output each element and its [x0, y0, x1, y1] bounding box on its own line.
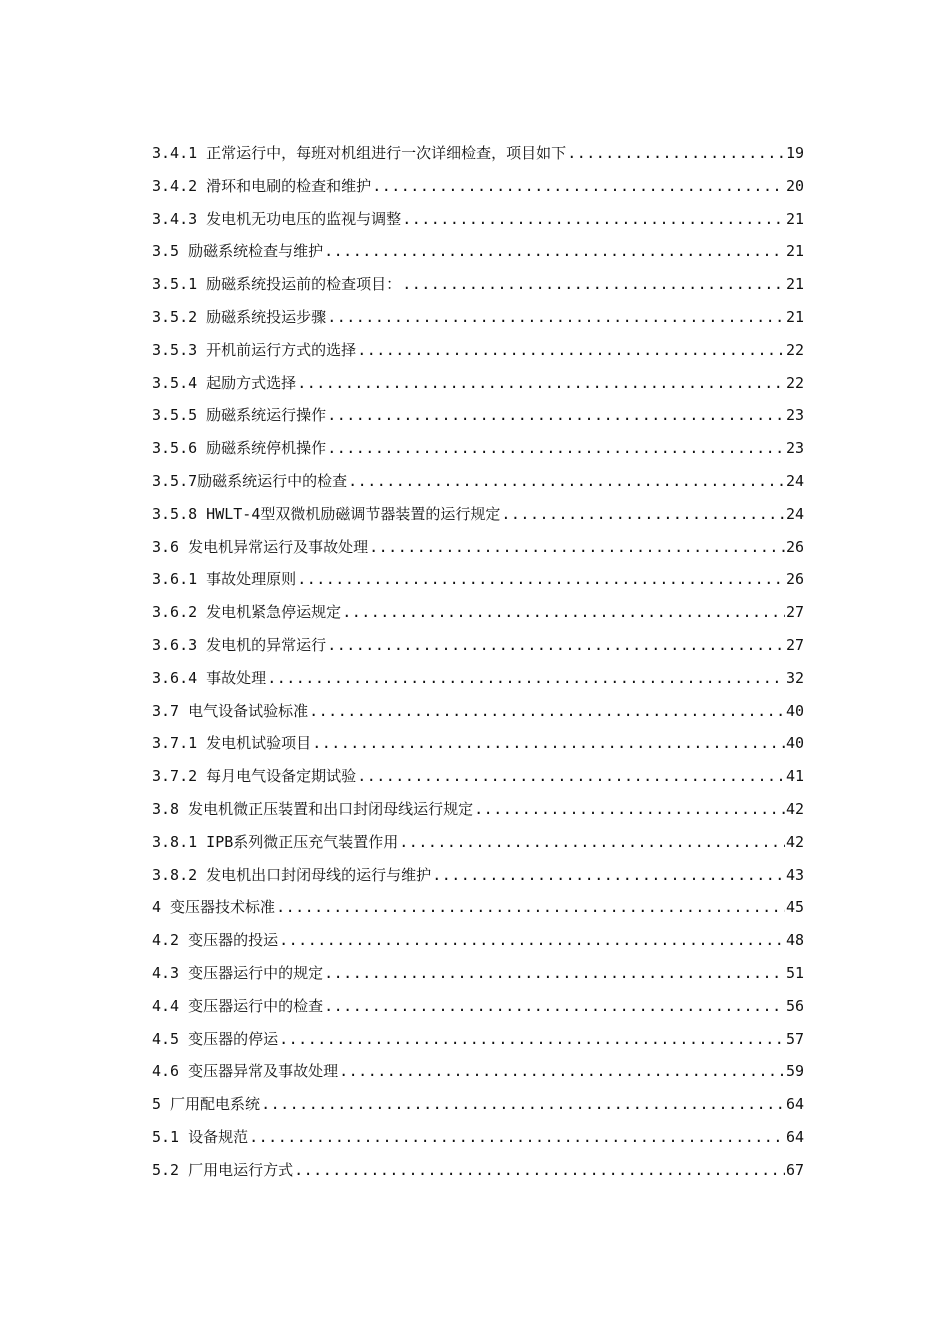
toc-dot-leader: [402, 268, 785, 301]
toc-entry-title: 3.5.7励磁系统运行中的检查: [152, 471, 348, 490]
toc-entry[interactable]: [152, 203, 804, 236]
toc-entry-page-number: 40: [785, 734, 804, 753]
toc-dot-leader: [249, 1121, 785, 1154]
toc-entry-title: 3.5.4 起励方式选择: [152, 373, 297, 392]
toc-entry[interactable]: [152, 465, 804, 498]
toc-entry[interactable]: [152, 498, 804, 531]
toc-entry-title: 4.2 变压器的投运: [152, 931, 279, 950]
toc-entry[interactable]: [152, 629, 804, 662]
toc-entry-page-number: 26: [785, 537, 804, 556]
toc-entry-title: 5.2 厂用电运行方式: [152, 1160, 294, 1179]
toc-dot-leader: [474, 793, 785, 826]
toc-dot-leader: [261, 1088, 785, 1121]
toc-entry[interactable]: [152, 1154, 804, 1187]
toc-entry-page-number: 23: [785, 439, 804, 458]
toc-entry-page-number: 21: [785, 209, 804, 228]
toc-entry-title: 3.5.6 励磁系统停机操作: [152, 439, 327, 458]
toc-entry-title: 3.5 励磁系统检查与维护: [152, 242, 324, 261]
toc-dot-leader: [267, 662, 785, 695]
toc-entry-page-number: 45: [785, 898, 804, 917]
toc-entry-title: 4.3 变压器运行中的规定: [152, 963, 324, 982]
toc-entry-page-number: 22: [785, 373, 804, 392]
toc-entry-page-number: 56: [785, 996, 804, 1015]
toc-dot-leader: [369, 531, 785, 564]
toc-entry-title: 4.4 变压器运行中的检查: [152, 996, 324, 1015]
toc-entry[interactable]: [152, 727, 804, 760]
toc-entry-page-number: 32: [785, 668, 804, 687]
toc-entry-title: 3.6.2 发电机紧急停运规定: [152, 603, 342, 622]
toc-entry[interactable]: [152, 1088, 804, 1121]
toc-entry-title: 5 厂用配电系统: [152, 1095, 261, 1114]
toc-entry-title: 3.8 发电机微正压装置和出口封闭母线运行规定: [152, 799, 474, 818]
toc-entry[interactable]: [152, 301, 804, 334]
toc-entry-page-number: 43: [785, 865, 804, 884]
toc-dot-leader: [372, 170, 785, 203]
toc-entry[interactable]: [152, 531, 804, 564]
toc-dot-leader: [324, 957, 785, 990]
toc-entry[interactable]: [152, 695, 804, 728]
toc-entry[interactable]: [152, 432, 804, 465]
toc-entry[interactable]: [152, 334, 804, 367]
toc-dot-leader: [327, 629, 785, 662]
toc-entry-page-number: 22: [785, 340, 804, 359]
toc-entry[interactable]: [152, 1121, 804, 1154]
toc-entry-title: 3.5.1 励磁系统投运前的检查项目：: [152, 275, 402, 294]
toc-entry[interactable]: [152, 596, 804, 629]
toc-entry-page-number: 19: [785, 144, 804, 162]
toc-entry-page-number: 21: [785, 275, 804, 294]
toc-entry-title: 3.4.1 正常运行中，每班对机组进行一次详细检查，项目如下: [152, 144, 567, 162]
toc-dot-leader: [399, 826, 785, 859]
toc-dot-leader: [294, 1154, 785, 1187]
toc-entry-page-number: 27: [785, 603, 804, 622]
toc-entry-title: 3.5.8 HWLT-4型双微机励磁调节器装置的运行规定: [152, 504, 501, 523]
toc-entry-page-number: 57: [785, 1029, 804, 1048]
toc-dot-leader: [324, 990, 785, 1023]
toc-entry-page-number: 48: [785, 931, 804, 950]
toc-dot-leader: [501, 498, 785, 531]
toc-entry-title: 3.6 发电机异常运行及事故处理: [152, 537, 369, 556]
toc-entry-page-number: 64: [785, 1127, 804, 1146]
toc-dot-leader: [297, 367, 785, 400]
toc-entry[interactable]: [152, 235, 804, 268]
toc-entry-title: 3.5.5 励磁系统运行操作: [152, 406, 327, 425]
toc-dot-leader: [309, 695, 785, 728]
toc-entry-title: 3.7.2 每月电气设备定期试验: [152, 767, 357, 786]
toc-entry-title: 3.7.1 发电机试验项目: [152, 734, 312, 753]
toc-dot-leader: [342, 596, 785, 629]
toc-dot-leader: [327, 432, 785, 465]
toc-entry-title: 3.7 电气设备试验标准: [152, 701, 309, 720]
toc-dot-leader: [339, 1055, 785, 1088]
toc-entry[interactable]: [152, 891, 804, 924]
toc-entry[interactable]: [152, 268, 804, 301]
toc-entry-title: 4 变压器技术标准: [152, 898, 276, 917]
toc-entry[interactable]: [152, 859, 804, 892]
table-of-contents: [152, 137, 804, 1187]
toc-entry[interactable]: [152, 793, 804, 826]
toc-entry-page-number: 59: [785, 1062, 804, 1081]
toc-dot-leader: [357, 760, 785, 793]
toc-dot-leader: [348, 465, 785, 498]
toc-entry[interactable]: [152, 924, 804, 957]
toc-entry[interactable]: [152, 957, 804, 990]
toc-entry-page-number: 42: [785, 799, 804, 818]
toc-entry-title: 3.8.2 发电机出口封闭母线的运行与维护: [152, 865, 432, 884]
toc-entry[interactable]: [152, 826, 804, 859]
toc-entry[interactable]: [152, 1055, 804, 1088]
toc-dot-leader: [297, 563, 785, 596]
toc-entry-page-number: 51: [785, 963, 804, 982]
toc-entry[interactable]: [152, 1023, 804, 1056]
toc-entry-page-number: 20: [785, 176, 804, 195]
toc-entry-page-number: 24: [785, 504, 804, 523]
toc-entry-title: 3.6.4 事故处理: [152, 668, 267, 687]
toc-entry-page-number: 40: [785, 701, 804, 720]
toc-dot-leader: [402, 203, 785, 236]
toc-entry-page-number: 21: [785, 242, 804, 261]
toc-entry-title: 3.6.3 发电机的异常运行: [152, 635, 327, 654]
toc-dot-leader: [276, 891, 785, 924]
toc-entry[interactable]: [152, 367, 804, 400]
toc-dot-leader: [327, 399, 785, 432]
toc-entry-page-number: 42: [785, 832, 804, 851]
toc-entry[interactable]: [152, 563, 804, 596]
toc-entry[interactable]: [152, 137, 804, 170]
toc-entry[interactable]: [152, 399, 804, 432]
toc-entry-page-number: 64: [785, 1095, 804, 1114]
toc-entry-title: 3.8.1 IPB系列微正压充气装置作用: [152, 832, 399, 851]
toc-entry[interactable]: [152, 990, 804, 1023]
toc-dot-leader: [279, 924, 785, 957]
toc-entry[interactable]: [152, 662, 804, 695]
toc-dot-leader: [327, 301, 785, 334]
toc-entry[interactable]: [152, 170, 804, 203]
toc-entry-title: 3.5.3 开机前运行方式的选择: [152, 340, 357, 359]
toc-dot-leader: [567, 137, 785, 170]
toc-entry-page-number: 41: [785, 767, 804, 786]
toc-dot-leader: [312, 727, 785, 760]
toc-dot-leader: [324, 235, 785, 268]
toc-entry-page-number: 21: [785, 307, 804, 326]
toc-entry[interactable]: [152, 760, 804, 793]
toc-entry-title: 5.1 设备规范: [152, 1127, 249, 1146]
toc-entry-page-number: 27: [785, 635, 804, 654]
toc-entry-title: 3.4.2 滑环和电刷的检查和维护: [152, 176, 372, 195]
toc-entry-page-number: 67: [785, 1160, 804, 1179]
toc-entry-title: 3.4.3 发电机无功电压的监视与调整: [152, 209, 402, 228]
toc-entry-page-number: 23: [785, 406, 804, 425]
toc-entry-title: 4.6 变压器异常及事故处理: [152, 1062, 339, 1081]
toc-entry-title: 4.5 变压器的停运: [152, 1029, 279, 1048]
toc-dot-leader: [432, 859, 785, 892]
toc-entry-title: 3.5.2 励磁系统投运步骤: [152, 307, 327, 326]
toc-entry-page-number: 24: [785, 471, 804, 490]
toc-entry-title: 3.6.1 事故处理原则: [152, 570, 297, 589]
toc-dot-leader: [357, 334, 785, 367]
toc-entry-page-number: 26: [785, 570, 804, 589]
toc-dot-leader: [279, 1023, 785, 1056]
